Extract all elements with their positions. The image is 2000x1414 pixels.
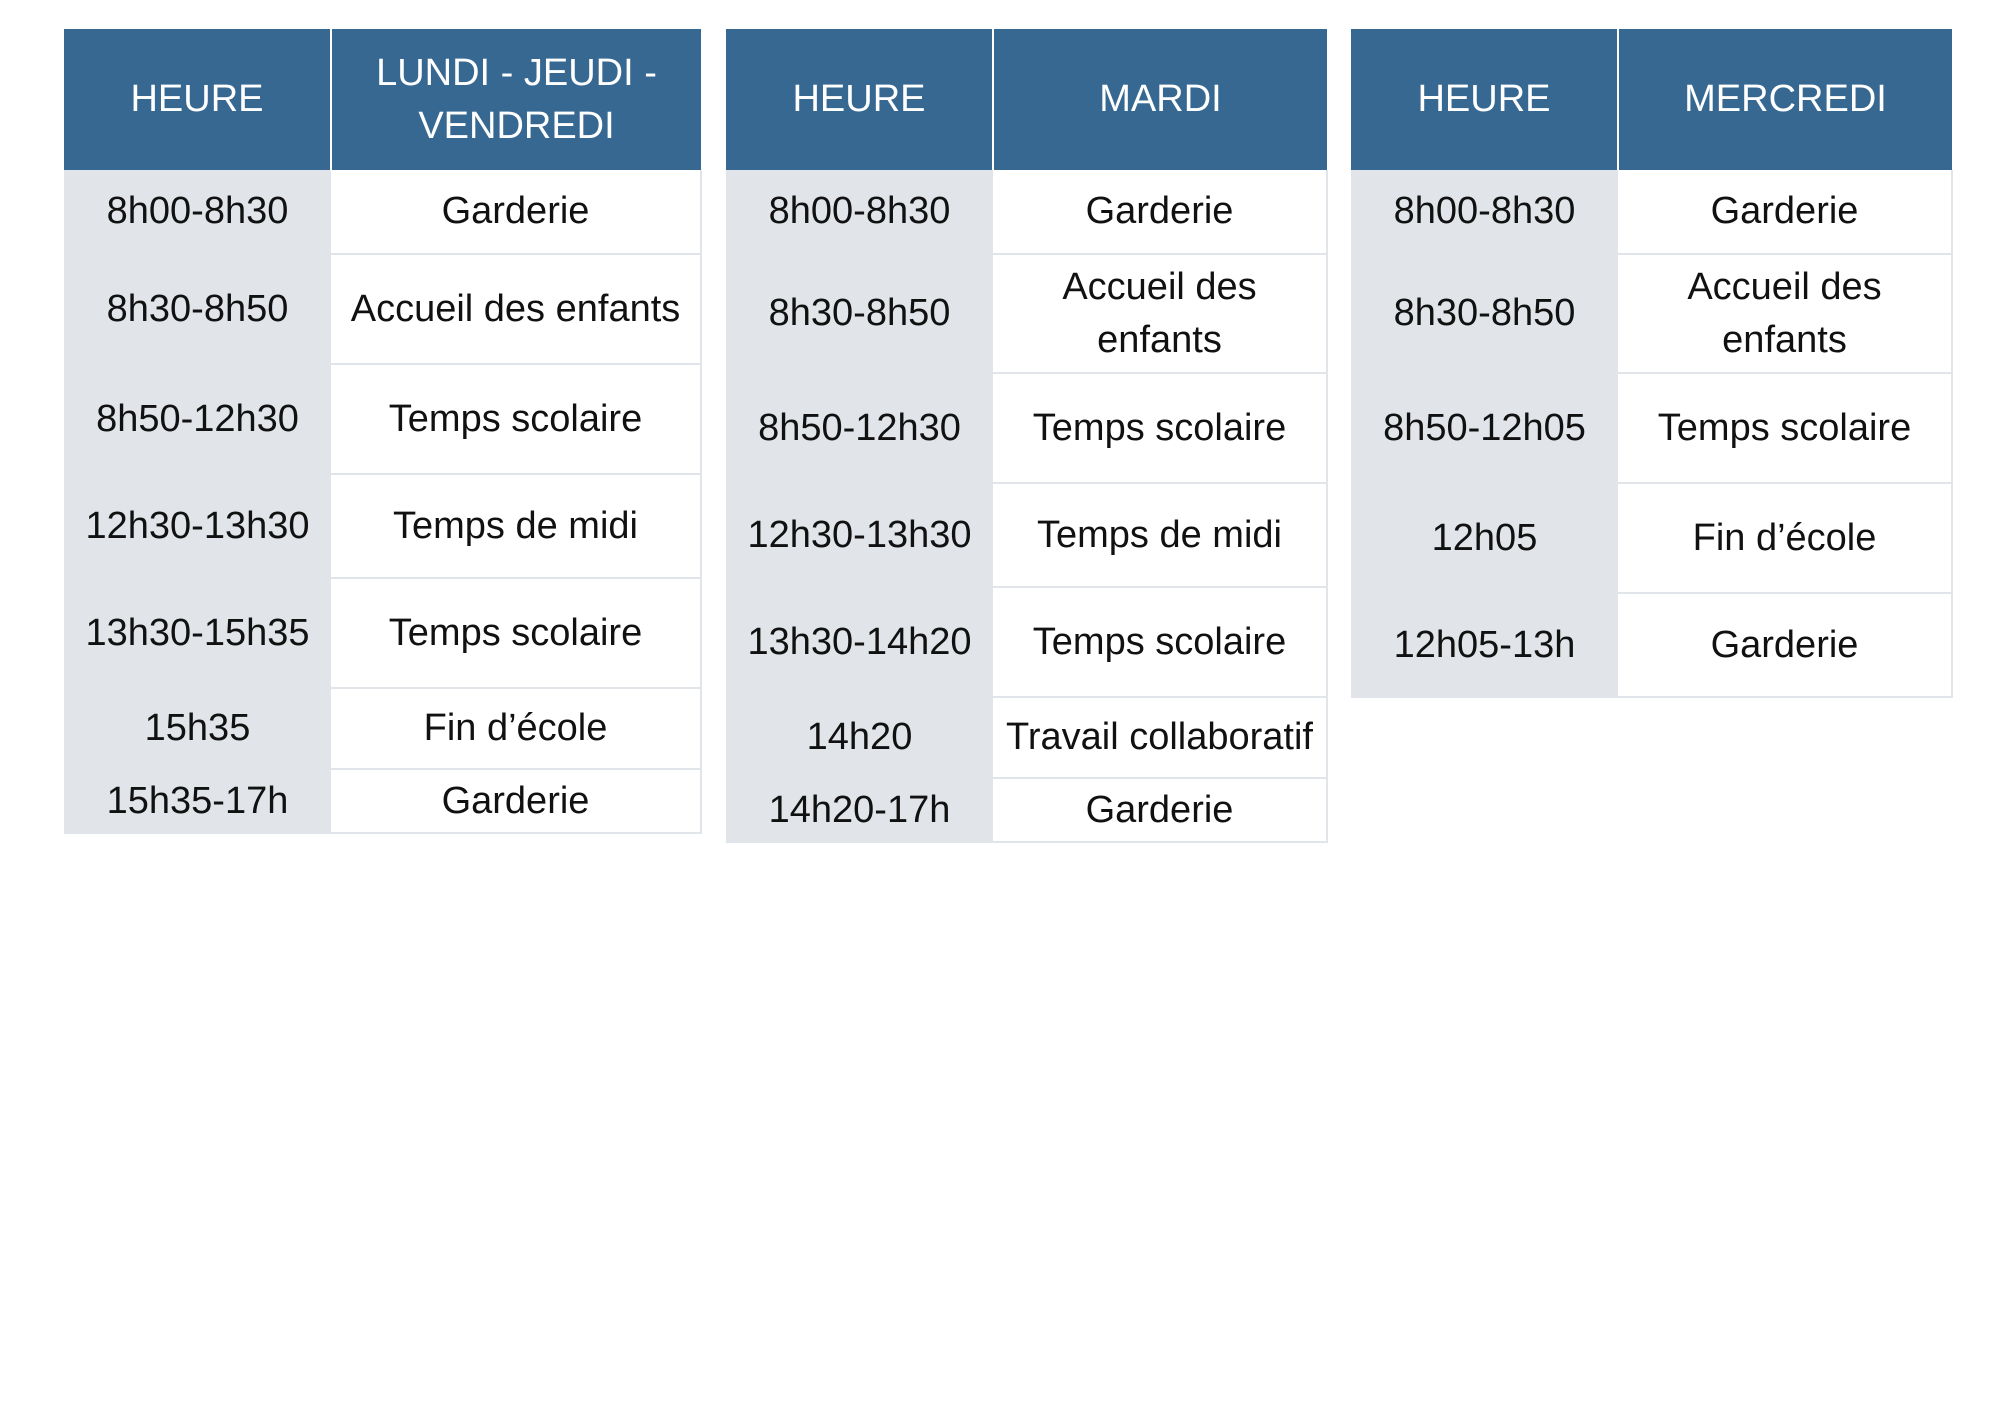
activity-cell: Garderie (993, 778, 1327, 842)
time-cell: 8h30-8h50 (64, 254, 331, 364)
time-cell: 13h30-15h35 (64, 578, 331, 688)
time-cell: 14h20-17h (726, 778, 993, 842)
table-header-row (726, 29, 1327, 170)
activity-cell: Garderie (331, 769, 701, 833)
activity-cell: Temps scolaire (993, 587, 1327, 697)
table-row (1351, 170, 1952, 254)
table-row (64, 474, 701, 578)
column-header-time: HEURE (64, 29, 331, 170)
time-cell: 12h30-13h30 (64, 474, 331, 578)
activity-cell: Temps scolaire (993, 373, 1327, 483)
activity-cell: Temps de midi (993, 483, 1327, 587)
column-header-day: MARDI (993, 29, 1327, 170)
schedule-table-mardi (726, 29, 1328, 843)
time-cell: 8h30-8h50 (1351, 254, 1618, 373)
time-cell: 8h50-12h30 (726, 373, 993, 483)
activity-cell: Temps scolaire (1618, 373, 1952, 483)
time-cell: 8h50-12h05 (1351, 373, 1618, 483)
column-header-day: MERCREDI (1618, 29, 1952, 170)
column-header-time: HEURE (1351, 29, 1618, 170)
activity-cell: Temps de midi (331, 474, 701, 578)
table-row (64, 769, 701, 833)
table-row (1351, 483, 1952, 593)
table-row (726, 778, 1327, 842)
activity-cell: Travail collaboratif (993, 697, 1327, 778)
time-cell: 15h35 (64, 688, 331, 769)
table-row (726, 373, 1327, 483)
time-cell: 12h05 (1351, 483, 1618, 593)
table-row (64, 364, 701, 474)
table-row (64, 578, 701, 688)
activity-cell: Accueil des enfants (1618, 254, 1952, 373)
time-cell: 8h00-8h30 (64, 170, 331, 254)
table-row (1351, 373, 1952, 483)
time-cell: 8h00-8h30 (726, 170, 993, 254)
time-cell: 12h05-13h (1351, 593, 1618, 697)
table-row (1351, 593, 1952, 697)
column-header-day: LUNDI - JEUDI - VENDREDI (331, 29, 701, 170)
time-cell: 15h35-17h (64, 769, 331, 833)
table-row (726, 697, 1327, 778)
activity-cell: Accueil des enfants (993, 254, 1327, 373)
activity-cell: Fin d’école (331, 688, 701, 769)
table-row (726, 483, 1327, 587)
activity-cell: Garderie (1618, 170, 1952, 254)
schedule-table-mercredi (1351, 29, 1953, 698)
table-row (64, 254, 701, 364)
time-cell: 8h00-8h30 (1351, 170, 1618, 254)
time-cell: 14h20 (726, 697, 993, 778)
table-header-row (1351, 29, 1952, 170)
table-row (726, 587, 1327, 697)
table-row (1351, 254, 1952, 373)
time-cell: 8h30-8h50 (726, 254, 993, 373)
column-header-time: HEURE (726, 29, 993, 170)
time-cell: 8h50-12h30 (64, 364, 331, 474)
activity-cell: Accueil des enfants (331, 254, 701, 364)
table-row (726, 170, 1327, 254)
activity-cell: Temps scolaire (331, 578, 701, 688)
table-row (64, 170, 701, 254)
activity-cell: Garderie (993, 170, 1327, 254)
time-cell: 13h30-14h20 (726, 587, 993, 697)
activity-cell: Garderie (331, 170, 701, 254)
table-row (726, 254, 1327, 373)
table-row (64, 688, 701, 769)
activity-cell: Temps scolaire (331, 364, 701, 474)
schedule-table-lundi-jeudi-vendredi (64, 29, 702, 834)
activity-cell: Garderie (1618, 593, 1952, 697)
time-cell: 12h30-13h30 (726, 483, 993, 587)
table-header-row (64, 29, 701, 170)
activity-cell: Fin d’école (1618, 483, 1952, 593)
